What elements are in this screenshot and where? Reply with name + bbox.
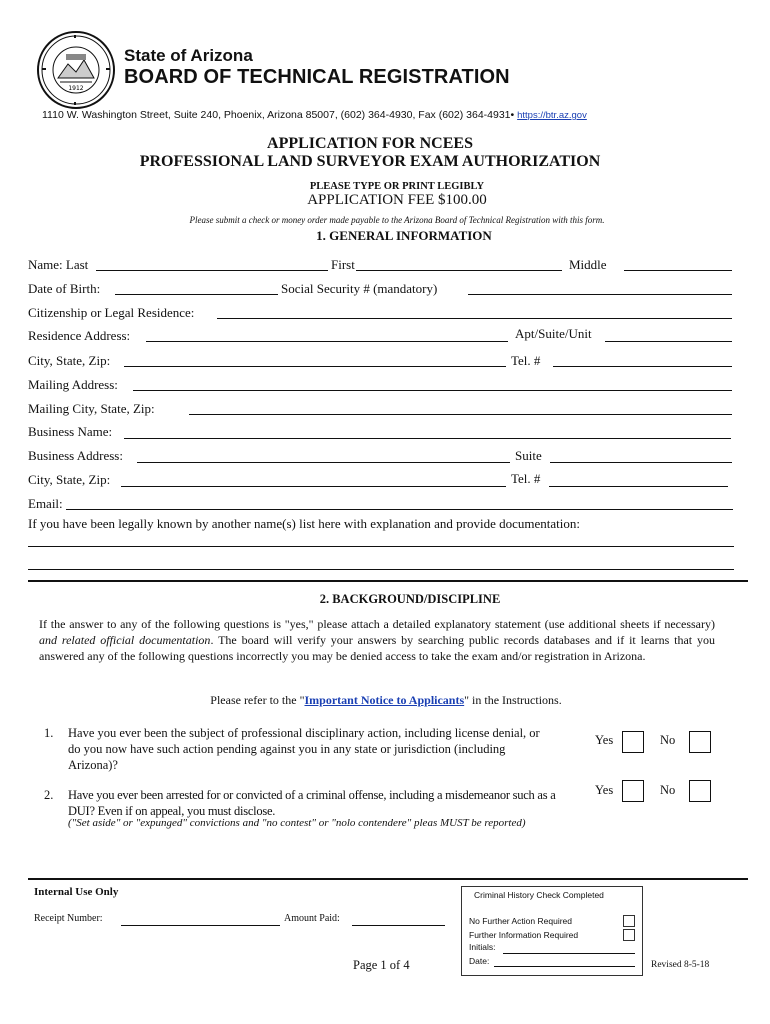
website-link[interactable]: https://btr.az.gov bbox=[517, 110, 587, 121]
residence-field[interactable] bbox=[146, 341, 508, 342]
citizenship-field[interactable] bbox=[217, 318, 732, 319]
internal-divider bbox=[28, 878, 748, 880]
residence-label: Residence Address: bbox=[28, 328, 131, 343]
state-name: State of Arizona bbox=[124, 46, 253, 65]
question-2-yes-checkbox[interactable] bbox=[622, 780, 644, 802]
form-title-line2: PROFESSIONAL LAND SURVEYOR EXAM AUTHORIZATION bbox=[139, 153, 601, 170]
other-names-line-1[interactable] bbox=[28, 546, 734, 547]
print-note: PLEASE TYPE OR PRINT LEGIBLY bbox=[309, 181, 485, 192]
last-name-field[interactable] bbox=[96, 270, 328, 271]
email-field[interactable] bbox=[66, 509, 733, 510]
address-text: 1110 W. Washington Street, Suite 240, Phoenix, Arizona 85007, (602) 364-4930, Fax (602) 364-4931• bbox=[42, 109, 515, 121]
tel-field[interactable] bbox=[553, 366, 732, 367]
amount-label: Amount Paid: bbox=[284, 913, 340, 924]
mailing-city-field[interactable] bbox=[189, 414, 732, 415]
mailing-city-label: Mailing City, State, Zip: bbox=[28, 401, 155, 416]
name-last-label: Name: Last bbox=[28, 257, 89, 272]
intro-part-c: . The board will verify your answers by searching public records databases and if it learns that you answered any of the following questions incorrectly you may be denied access to take the exam and/or registration in Arizona. bbox=[39, 633, 715, 663]
question-1-yes-label: Yes bbox=[595, 733, 614, 747]
section1-heading: 1. GENERAL INFORMATION bbox=[316, 228, 492, 243]
tel-label: Tel. # bbox=[511, 353, 541, 368]
question-2-text: Have you ever been arrested for or convicted of a criminal offense, including a misdemeanor such as a DUI? Even if on appeal, you must disclose. bbox=[68, 788, 556, 818]
dob-label: Date of Birth: bbox=[28, 281, 101, 296]
citizenship-label: Citizenship or Legal Residence: bbox=[28, 305, 195, 320]
submit-note: Please submit a check or money order made payable to the Arizona Board of Technical Registration with this form. bbox=[189, 215, 605, 225]
dob-field[interactable] bbox=[115, 294, 278, 295]
question-1-no-checkbox[interactable] bbox=[689, 731, 711, 753]
suite-label: Suite bbox=[515, 448, 542, 463]
question-1-yes-checkbox[interactable] bbox=[622, 731, 644, 753]
application-fee: APPLICATION FEE $100.00 bbox=[307, 192, 487, 208]
question-2-no-checkbox[interactable] bbox=[689, 780, 711, 802]
internal-use-heading: Internal Use Only bbox=[34, 886, 119, 898]
intro-part-b: and related official documentation bbox=[39, 633, 211, 647]
section2-intro bbox=[39, 616, 715, 664]
refer-after: " in the Instructions. bbox=[464, 693, 562, 707]
ssn-field[interactable] bbox=[468, 294, 732, 295]
further-info-checkbox[interactable] bbox=[623, 929, 635, 941]
board-name: BOARD OF TECHNICAL REGISTRATION bbox=[124, 66, 510, 88]
question-2-note: ("Set aside" or "expunged" convictions and "no contest" or "nolo contendere" pleas MUST be reported) bbox=[68, 817, 526, 829]
refer-line bbox=[0, 693, 770, 708]
business-name-label: Business Name: bbox=[28, 424, 113, 439]
business-tel-field[interactable] bbox=[549, 486, 728, 487]
first-name-field[interactable] bbox=[356, 270, 562, 271]
criminal-history-title: Criminal History Check Completed bbox=[474, 890, 604, 900]
arizona-state-seal bbox=[36, 30, 116, 110]
business-city-label: City, State, Zip: bbox=[28, 472, 111, 487]
initials-field[interactable] bbox=[503, 953, 635, 954]
city-field[interactable] bbox=[124, 366, 506, 367]
question-1-text: Have you ever been the subject of professional disciplinary action, including license denial, or do you now have such action pending against you in any state or jurisdiction (including Arizona)? bbox=[68, 726, 540, 772]
question-1-no-label: No bbox=[660, 733, 676, 747]
receipt-label: Receipt Number: bbox=[34, 913, 103, 924]
intro-part-a: If the answer to any of the following questions is "yes," please attach a detailed explanatory statement (use additional sheets if necessary) bbox=[39, 617, 715, 631]
svg-text:1912: 1912 bbox=[68, 85, 84, 92]
question-1-number: 1. bbox=[44, 726, 54, 740]
date-label: Date: bbox=[469, 956, 490, 966]
apt-field[interactable] bbox=[605, 341, 732, 342]
email-label: Email: bbox=[28, 496, 63, 511]
city-label: City, State, Zip: bbox=[28, 353, 111, 368]
business-address-label: Business Address: bbox=[28, 448, 123, 463]
board-address bbox=[42, 109, 587, 121]
other-names-line-2[interactable] bbox=[28, 569, 734, 570]
suite-field[interactable] bbox=[550, 462, 732, 463]
question-2-yes-label: Yes bbox=[595, 783, 614, 797]
question-2-no-label: No bbox=[660, 783, 676, 797]
refer-before: Please refer to the " bbox=[210, 693, 305, 707]
section-divider bbox=[28, 580, 748, 582]
date-field[interactable] bbox=[494, 966, 635, 967]
business-city-field[interactable] bbox=[121, 486, 506, 487]
revised-date: Revised 8-5-18 bbox=[651, 960, 710, 970]
first-name-label: First bbox=[331, 257, 355, 272]
other-names-label: If you have been legally known by another name(s) list here with explanation and provide documentation: bbox=[28, 516, 580, 531]
middle-name-field[interactable] bbox=[624, 270, 732, 271]
middle-name-label: Middle bbox=[569, 257, 607, 272]
receipt-field[interactable] bbox=[121, 925, 280, 926]
page-number: Page 1 of 4 bbox=[353, 958, 410, 972]
question-2-number: 2. bbox=[44, 788, 54, 802]
initials-label: Initials: bbox=[469, 942, 496, 952]
form-title-line1: APPLICATION FOR NCEES bbox=[267, 135, 473, 152]
business-tel-label: Tel. # bbox=[511, 471, 541, 486]
no-further-action-label: No Further Action Required bbox=[469, 916, 572, 926]
apt-label: Apt/Suite/Unit bbox=[515, 326, 592, 341]
ssn-label: Social Security # (mandatory) bbox=[281, 281, 438, 296]
business-name-field[interactable] bbox=[124, 438, 731, 439]
no-further-action-checkbox[interactable] bbox=[623, 915, 635, 927]
important-notice-link[interactable]: Important Notice to Applicants bbox=[304, 693, 465, 707]
business-address-field[interactable] bbox=[137, 462, 510, 463]
section2-heading: 2. BACKGROUND/DISCIPLINE bbox=[319, 592, 501, 606]
mailing-label: Mailing Address: bbox=[28, 377, 118, 392]
mailing-field[interactable] bbox=[133, 390, 732, 391]
amount-field[interactable] bbox=[352, 925, 445, 926]
further-info-label: Further Information Required bbox=[469, 930, 579, 940]
